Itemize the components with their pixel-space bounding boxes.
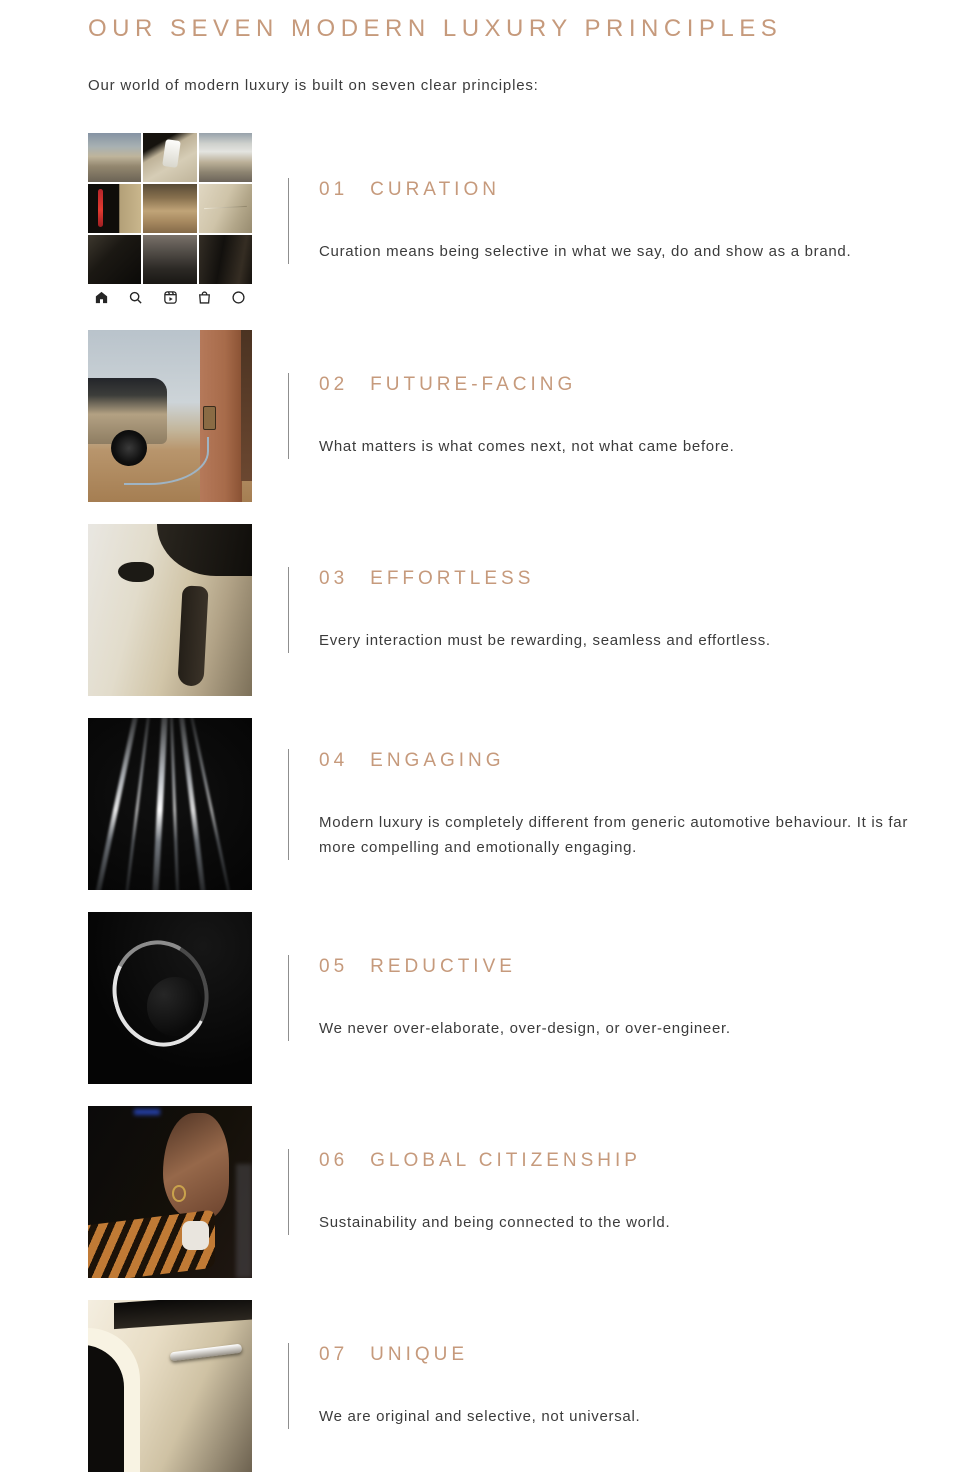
- principle-number: 06: [319, 1150, 349, 1171]
- grid-photo: [88, 235, 141, 284]
- principle-description: Every interaction must be rewarding, seamless and effortless.: [319, 632, 771, 649]
- principle-number: 03: [319, 568, 349, 589]
- profile-head-shape: [163, 1113, 229, 1220]
- home-icon: [95, 291, 108, 304]
- principles-list: [88, 133, 940, 1472]
- door-trim-shape: [177, 585, 208, 686]
- principle-section-unique: [88, 1300, 940, 1472]
- light-streak-shape: [169, 718, 180, 890]
- door-shape: [241, 330, 252, 481]
- instagram-nav-bar: [88, 286, 252, 308]
- principle-description: We are original and selective, not universal.: [319, 1408, 641, 1425]
- grid-photo: [88, 184, 141, 233]
- reels-icon: [164, 291, 177, 304]
- search-icon: [129, 291, 142, 304]
- principle-description: We never over-elaborate, over-design, or over-engineer.: [319, 1020, 731, 1037]
- principle-title: CURATION: [370, 178, 500, 200]
- window-shape: [157, 524, 252, 576]
- principle-heading: [319, 749, 919, 772]
- light-streak-shape: [176, 718, 209, 890]
- principle-description: Sustainability and being connected to the world.: [319, 1214, 671, 1231]
- principle-image: [88, 1300, 252, 1472]
- principle-image: [88, 718, 252, 890]
- principle-section-global-citizenship: [88, 1106, 940, 1278]
- principle-textblock: [288, 373, 734, 459]
- principle-number: 07: [319, 1344, 349, 1365]
- principle-textblock: [288, 955, 731, 1041]
- principle-image: [88, 524, 252, 696]
- principle-image: [88, 1106, 252, 1278]
- grid-photo: [143, 133, 196, 182]
- profile-circle-icon: [232, 291, 245, 304]
- shop-bag-icon: [198, 291, 211, 304]
- principle-section-curation: [88, 133, 940, 308]
- grid-photo: [143, 235, 196, 284]
- principle-section-effortless: [88, 524, 940, 696]
- principle-description: Curation means being selective in what we say, do and show as a brand.: [319, 242, 852, 260]
- chrome-trim-shape: [204, 205, 247, 209]
- grid-photo: [143, 184, 196, 233]
- white-turtleneck-shape: [182, 1221, 210, 1250]
- page-title: OUR SEVEN MODERN LUXURY PRINCIPLES: [88, 15, 783, 42]
- instagram-photo-grid: [88, 133, 252, 284]
- principle-number: 01: [319, 178, 349, 200]
- principle-heading: [319, 567, 771, 590]
- principle-number: 04: [319, 749, 349, 771]
- ring-center-shape: [147, 977, 203, 1035]
- principle-title: ENGAGING: [370, 749, 505, 771]
- principle-number: 05: [319, 956, 349, 977]
- principle-heading: [319, 178, 851, 201]
- principle-title: REDUCTIVE: [370, 956, 516, 977]
- principle-description: Modern luxury is completely different from generic automotive behaviour. It is far more compelling and emotionally engaging.: [319, 813, 909, 856]
- principle-image: [88, 330, 252, 502]
- principle-image: [88, 912, 252, 1084]
- grid-photo: [88, 133, 141, 182]
- light-streak-shape: [91, 718, 143, 890]
- charging-cable-shape: [124, 437, 209, 485]
- light-streak-shape: [151, 718, 169, 890]
- principle-heading: [319, 1149, 670, 1172]
- principle-number: 02: [319, 374, 349, 395]
- principle-title: UNIQUE: [370, 1344, 469, 1365]
- blue-light-glint-shape: [134, 1109, 160, 1114]
- car-seat-shape: [236, 1164, 252, 1278]
- principle-textblock: [288, 749, 919, 860]
- principle-image: [88, 133, 252, 308]
- principle-description: What matters is what comes next, not what came before.: [319, 438, 735, 455]
- principle-section-reductive: [88, 912, 940, 1084]
- principle-heading: [319, 1343, 640, 1366]
- roofline-shape: [114, 1300, 252, 1329]
- principle-heading: [319, 373, 734, 396]
- principle-textblock: [288, 1149, 670, 1235]
- skylight-shape: [162, 139, 181, 168]
- grid-photo: [199, 184, 252, 233]
- grid-photo: [199, 133, 252, 182]
- principle-heading: [319, 955, 731, 978]
- mirror-shape: [118, 562, 154, 583]
- principle-textblock: [288, 178, 851, 264]
- charger-box-shape: [203, 406, 216, 430]
- principle-section-future-facing: [88, 330, 940, 502]
- principle-title: GLOBAL CITIZENSHIP: [370, 1150, 641, 1171]
- principle-title: FUTURE-FACING: [370, 374, 577, 395]
- grid-photo: [199, 235, 252, 284]
- principle-title: EFFORTLESS: [370, 568, 535, 589]
- tail-light-shape: [98, 189, 103, 227]
- principle-textblock: [288, 567, 771, 653]
- principle-textblock: [288, 1343, 640, 1429]
- principle-section-engaging: [88, 718, 940, 890]
- door-handle-shape: [170, 1344, 243, 1361]
- intro-text: Our world of modern luxury is built on seven clear principles:: [88, 77, 539, 94]
